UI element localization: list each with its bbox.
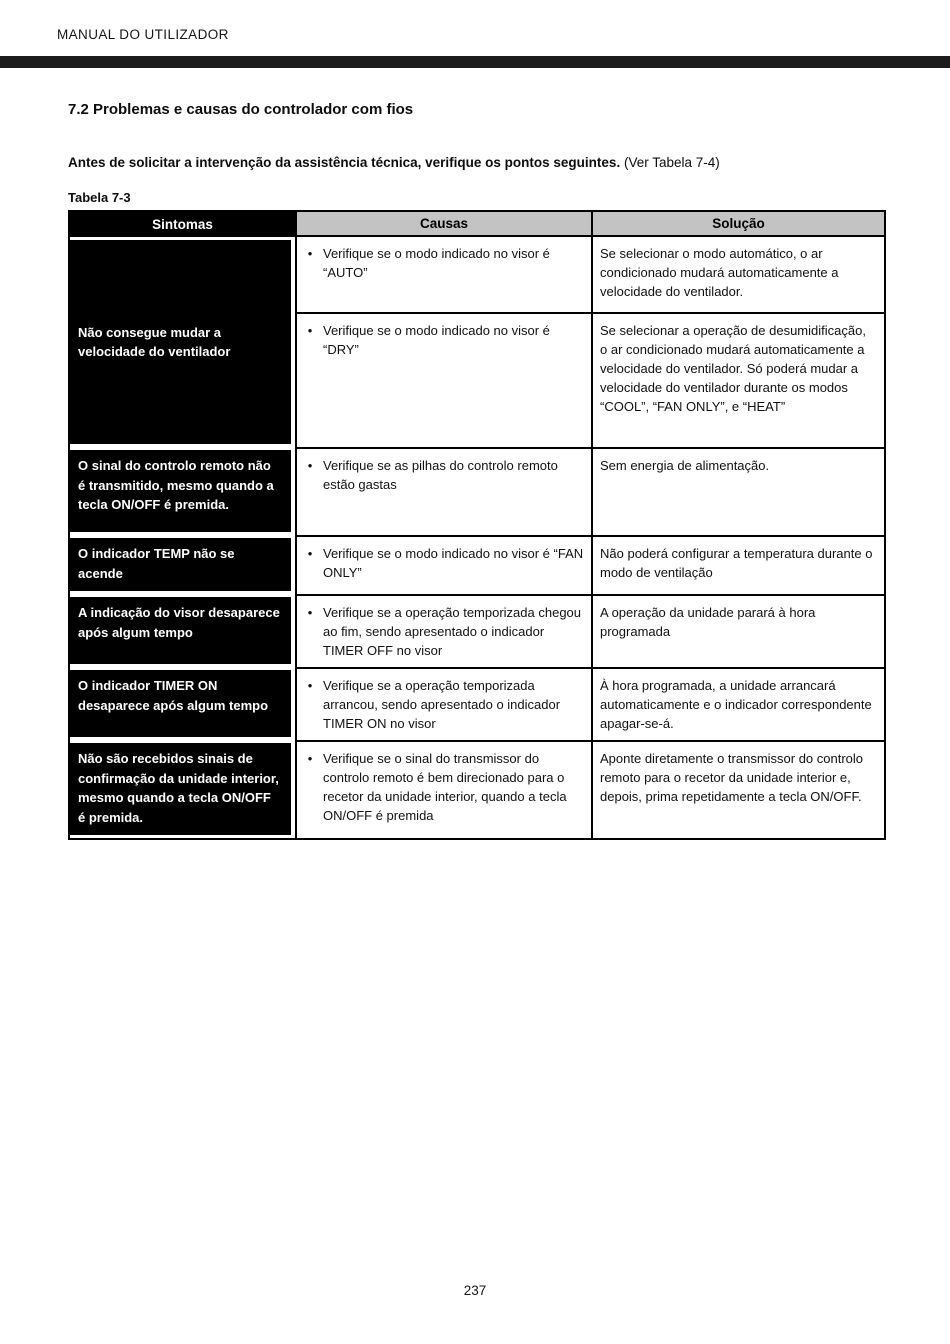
table-row [70,740,884,838]
subrows [295,237,884,447]
solution-cell: À hora programada, a unidade arrancará automaticamente e o indicador correspondente apagar-se-á. [591,667,884,740]
symptom-cell [70,237,295,447]
page-number: 237 [463,1283,487,1298]
bullet-marker: • [307,678,313,693]
cause-text: Verifique se o modo indicado no visor é “DRY” [323,323,550,357]
column-header-causas: Causas [295,212,591,237]
cause-cell [295,312,591,447]
intro-note-text: (Ver Tabela 7-4) [620,155,720,170]
bullet-marker: • [307,323,313,338]
bullet-marker: • [307,605,313,620]
symptom-text: Não são recebidos sinais de confirmação da unidade interior, mesmo quando a tecla ON/OFF é premida. [70,743,291,835]
document-header: MANUAL DO UTILIZADOR [57,27,229,42]
solution-cell: Se selecionar a operação de desumidificação, o ar condicionado mudará automaticamente a velocidade do ventilador. Só poderá mudar a velocidade do ventilador durante os modos “COOL”, “FAN ONLY”, e “HEAT” [591,312,884,447]
solution-cell: Aponte diretamente o transmissor do controlo remoto para o recetor da unidade interior e, depois, prima repetidamente a tecla ON/OFF. [591,740,884,838]
cause-cell [295,740,591,838]
solution-cell: Não poderá configurar a temperatura durante o modo de ventilação [591,535,884,594]
solution-cell: Se selecionar o modo automático, o ar condicionado mudará automaticamente a velocidade do ventilador. [591,237,884,312]
cause-cell [295,447,591,535]
troubleshooting-table [68,210,886,840]
symptom-cell [70,447,295,535]
table-row [70,594,884,667]
column-header-solucao: Solução [591,212,884,237]
cause-text: Verifique se as pilhas do controlo remoto estão gastas [323,458,558,492]
header-rule-bar [0,56,950,68]
symptom-cell [70,667,295,740]
cause-text: Verifique se a operação temporizada chegou ao fim, sendo apresentado o indicador TIMER OFF no visor [323,605,582,658]
table-subrow [295,312,884,447]
cause-cell [295,535,591,594]
bullet-marker: • [307,458,313,473]
symptom-text: Não consegue mudar a velocidade do ventilador [70,240,291,444]
cause-text: Verifique se o modo indicado no visor é “AUTO” [323,246,550,280]
cause-cell [295,237,591,312]
symptom-text: A indicação do visor desaparece após algum tempo [70,597,291,664]
solution-cell: A operação da unidade parará à hora programada [591,594,884,667]
table-header-row [70,212,884,237]
symptom-cell [70,594,295,667]
intro-bold-text: Antes de solicitar a intervenção da assistência técnica, verifique os pontos seguintes. [68,155,621,170]
solution-cell: Sem energia de alimentação. [591,447,884,535]
symptom-cell [70,535,295,594]
symptom-cell [70,740,295,838]
intro-paragraph [68,155,720,170]
bullet-marker: • [307,246,313,261]
bullet-marker: • [307,751,313,766]
table-row [70,667,884,740]
cause-cell [295,667,591,740]
symptom-text: O indicador TEMP não se acende [70,538,291,591]
table-caption: Tabela 7-3 [68,190,131,205]
table-subrow [295,237,884,312]
cause-text: Verifique se o sinal do transmissor do controlo remoto é bem direcionado para o recetor da unidade interior, quando a tecla ON/OFF é premida [323,751,567,823]
table-row [70,447,884,535]
symptom-text: O indicador TIMER ON desaparece após algum tempo [70,670,291,737]
cause-text: Verifique se o modo indicado no visor é “FAN ONLY” [323,546,584,580]
table-row [70,237,884,447]
bullet-marker: • [307,546,313,561]
symptom-text: O sinal do controlo remoto não é transmitido, mesmo quando a tecla ON/OFF é premida. [70,450,291,532]
cause-text: Verifique se a operação temporizada arrancou, sendo apresentado o indicador TIMER ON no visor [323,678,561,731]
cause-cell [295,594,591,667]
column-header-sintomas: Sintomas [70,212,295,237]
table-row [70,535,884,594]
section-title: 7.2 Problemas e causas do controlador com fios [68,101,414,118]
